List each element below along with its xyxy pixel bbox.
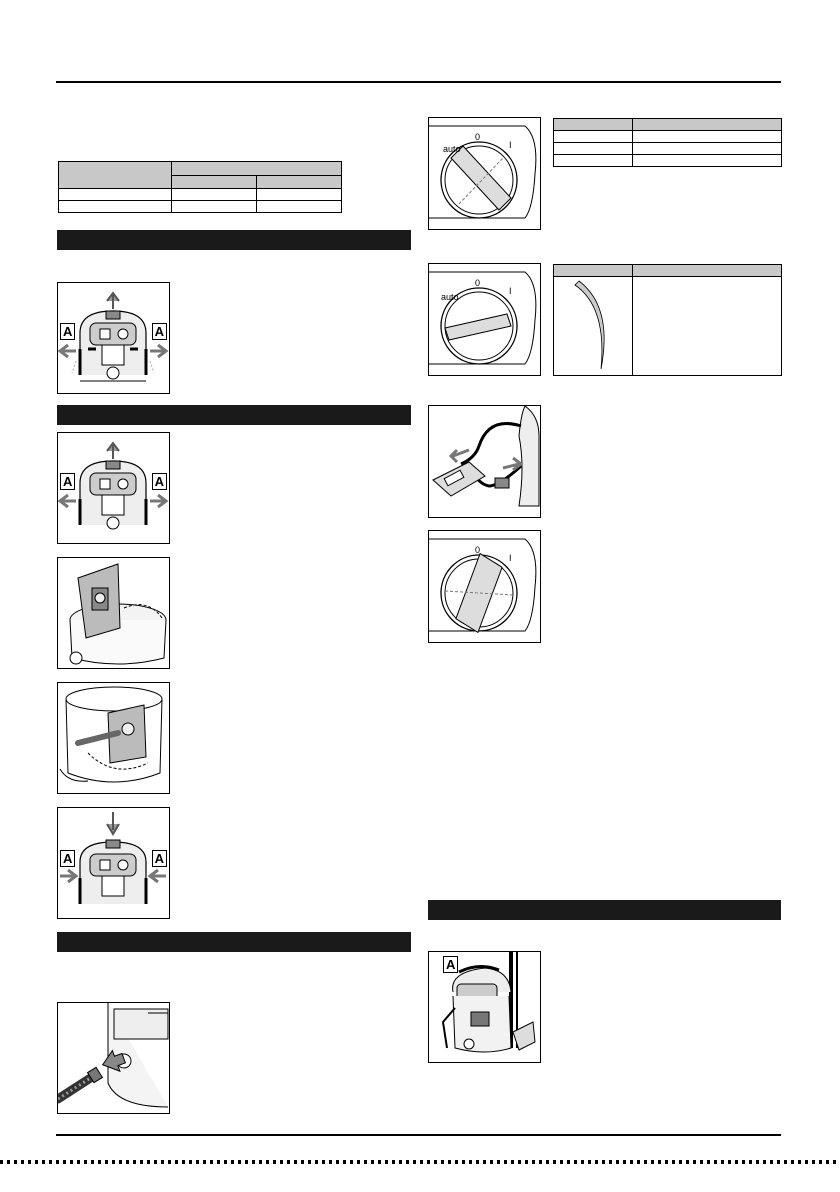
table-row (59, 189, 342, 201)
table-row (554, 143, 782, 155)
callout-label: A (443, 956, 458, 973)
figure-head-release (57, 282, 170, 394)
section-header-bar (57, 932, 411, 952)
curve-table-header-cell (633, 265, 782, 277)
dial-label-on: I (509, 140, 512, 150)
curve-table-header-cell (554, 265, 633, 277)
section-header-bar (57, 405, 411, 425)
spec-table-header-cell (59, 162, 172, 189)
figure-filter-bag-fitted (57, 682, 170, 794)
spec-table-header-cell (172, 162, 342, 176)
spec-table-header-cell (172, 175, 257, 189)
callout-label: A (152, 323, 167, 340)
dial-label-zero: 0 (475, 278, 481, 288)
callout-label: A (60, 473, 75, 490)
mode-table-header-cell (633, 119, 782, 131)
section-header-bar (57, 230, 411, 250)
section-header-bar (428, 900, 781, 920)
page-edge-marks (0, 1160, 840, 1164)
dial-label-zero: 0 (475, 132, 481, 142)
table-row (554, 277, 782, 376)
callout-label: A (60, 323, 75, 340)
dial-label-auto: auto (443, 144, 461, 154)
callout-label: A (152, 850, 167, 867)
figure-accessory-storage (428, 951, 541, 1063)
spec-table (58, 161, 342, 213)
callout-label: A (60, 850, 75, 867)
dial-label-zero: 0 (475, 545, 481, 555)
figure-power-tool-connect (428, 405, 541, 518)
figure-dial-auto (428, 117, 541, 230)
figure-filter-bag-insert (57, 557, 170, 669)
figure-head-release-2 (57, 432, 170, 544)
table-row (554, 131, 782, 143)
figure-dial-off (428, 530, 541, 643)
curve-icon (573, 277, 613, 373)
figure-head-attach (57, 807, 170, 919)
bottom-rule (56, 1134, 781, 1136)
dial-label-on: I (509, 286, 512, 296)
dial-label-on: I (509, 553, 512, 563)
dial-label-auto: auto (441, 292, 459, 302)
table-row (554, 155, 782, 167)
mode-table (553, 118, 782, 167)
top-rule (56, 81, 781, 83)
figure-dial-setting (428, 263, 541, 376)
figure-hose-connect (57, 1002, 170, 1114)
callout-label: A (152, 473, 167, 490)
curve-table (553, 264, 782, 376)
table-row (59, 201, 342, 213)
mode-table-header-cell (554, 119, 633, 131)
spec-table-header-cell (257, 175, 342, 189)
